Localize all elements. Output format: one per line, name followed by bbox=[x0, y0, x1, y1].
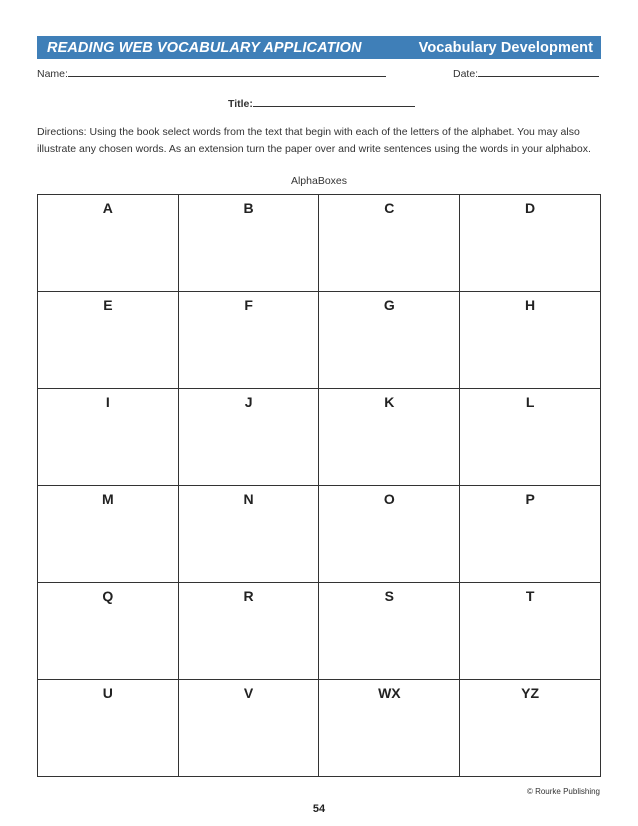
alphabox-cell[interactable] bbox=[178, 195, 319, 292]
alphabox-letter: S bbox=[384, 588, 395, 604]
alphabox-letter: L bbox=[525, 394, 535, 410]
alphabox-cell[interactable] bbox=[460, 389, 601, 486]
alphabox-letter: WX bbox=[378, 685, 401, 701]
alphabox-cell[interactable] bbox=[460, 292, 601, 389]
header-banner bbox=[37, 36, 601, 59]
alphabox-letter: K bbox=[384, 394, 395, 410]
alphabox-cell[interactable] bbox=[460, 583, 601, 680]
date-field[interactable] bbox=[478, 67, 599, 77]
alphabox-letter: F bbox=[244, 297, 253, 313]
alphabox-cell[interactable] bbox=[460, 680, 601, 777]
title-line bbox=[228, 97, 415, 110]
name-label: Name: bbox=[37, 68, 68, 80]
alphabox-cell[interactable] bbox=[38, 680, 179, 777]
title-label: Title: bbox=[228, 98, 253, 110]
copyright: © Rourke Publishing bbox=[526, 787, 600, 796]
grid-row bbox=[38, 486, 601, 583]
alphabox-cell[interactable] bbox=[38, 389, 179, 486]
alphabox-cell[interactable] bbox=[319, 583, 460, 680]
grid-row bbox=[38, 680, 601, 777]
alphabox-letter: P bbox=[525, 491, 535, 507]
alphabox-cell[interactable] bbox=[178, 292, 319, 389]
alphabox-cell[interactable] bbox=[460, 486, 601, 583]
alphabox-cell[interactable] bbox=[319, 486, 460, 583]
header-title: READING WEB VOCABULARY APPLICATION bbox=[47, 39, 362, 56]
alphabox-cell[interactable] bbox=[178, 389, 319, 486]
alphabox-letter: M bbox=[102, 491, 114, 507]
alphabox-cell[interactable] bbox=[319, 195, 460, 292]
alphabox-letter: C bbox=[384, 200, 395, 216]
date-label: Date: bbox=[453, 68, 479, 80]
alphabox-cell[interactable] bbox=[178, 583, 319, 680]
alphabox-cell[interactable] bbox=[38, 195, 179, 292]
alphabox-letter: H bbox=[525, 297, 536, 313]
alphabox-letter: J bbox=[244, 394, 253, 410]
name-line bbox=[37, 67, 386, 80]
alphabox-letter: N bbox=[243, 491, 254, 507]
alphabox-cell[interactable] bbox=[319, 680, 460, 777]
alphabox-cell[interactable] bbox=[319, 389, 460, 486]
alphabox-letter: U bbox=[102, 685, 113, 701]
alphabox-cell[interactable] bbox=[178, 486, 319, 583]
alphabox-letter: Q bbox=[102, 588, 114, 604]
grid-row bbox=[38, 389, 601, 486]
header-subtitle: Vocabulary Development bbox=[418, 39, 593, 56]
alphabox-letter: T bbox=[525, 588, 535, 604]
grid-row bbox=[38, 195, 601, 292]
alphabox-cell[interactable] bbox=[460, 195, 601, 292]
grid-row bbox=[38, 292, 601, 389]
alphabox-letter: V bbox=[243, 685, 254, 701]
title-field[interactable] bbox=[253, 97, 415, 107]
alphabox-letter: D bbox=[525, 200, 536, 216]
alphabox-letter: R bbox=[243, 588, 254, 604]
alphabox-letter: YZ bbox=[521, 685, 540, 701]
alphabox-cell[interactable] bbox=[178, 680, 319, 777]
grid-title: AlphaBoxes bbox=[290, 175, 348, 187]
alphabox-cell[interactable] bbox=[38, 292, 179, 389]
alphabox-grid bbox=[37, 194, 601, 777]
alphabox-cell[interactable] bbox=[38, 583, 179, 680]
page-number: 54 bbox=[312, 803, 326, 815]
alphabox-cell[interactable] bbox=[38, 486, 179, 583]
name-field[interactable] bbox=[68, 67, 386, 77]
alphabox-letter: A bbox=[102, 200, 113, 216]
alphabox-letter: E bbox=[103, 297, 113, 313]
grid-row bbox=[38, 583, 601, 680]
alphabox-cell[interactable] bbox=[319, 292, 460, 389]
alphabox-letter: B bbox=[243, 200, 254, 216]
directions-text: Directions: Using the book select words from the text that begin with each of the letters of the alphabet. You may also illustrate any chosen words. As an extension turn the paper over and write sentences using the words in your alphabox. bbox=[37, 126, 591, 155]
date-line bbox=[453, 67, 599, 80]
alphabox-letter: I bbox=[105, 394, 110, 410]
alphabox-letter: O bbox=[383, 491, 395, 507]
alphabox-letter: G bbox=[383, 297, 395, 313]
